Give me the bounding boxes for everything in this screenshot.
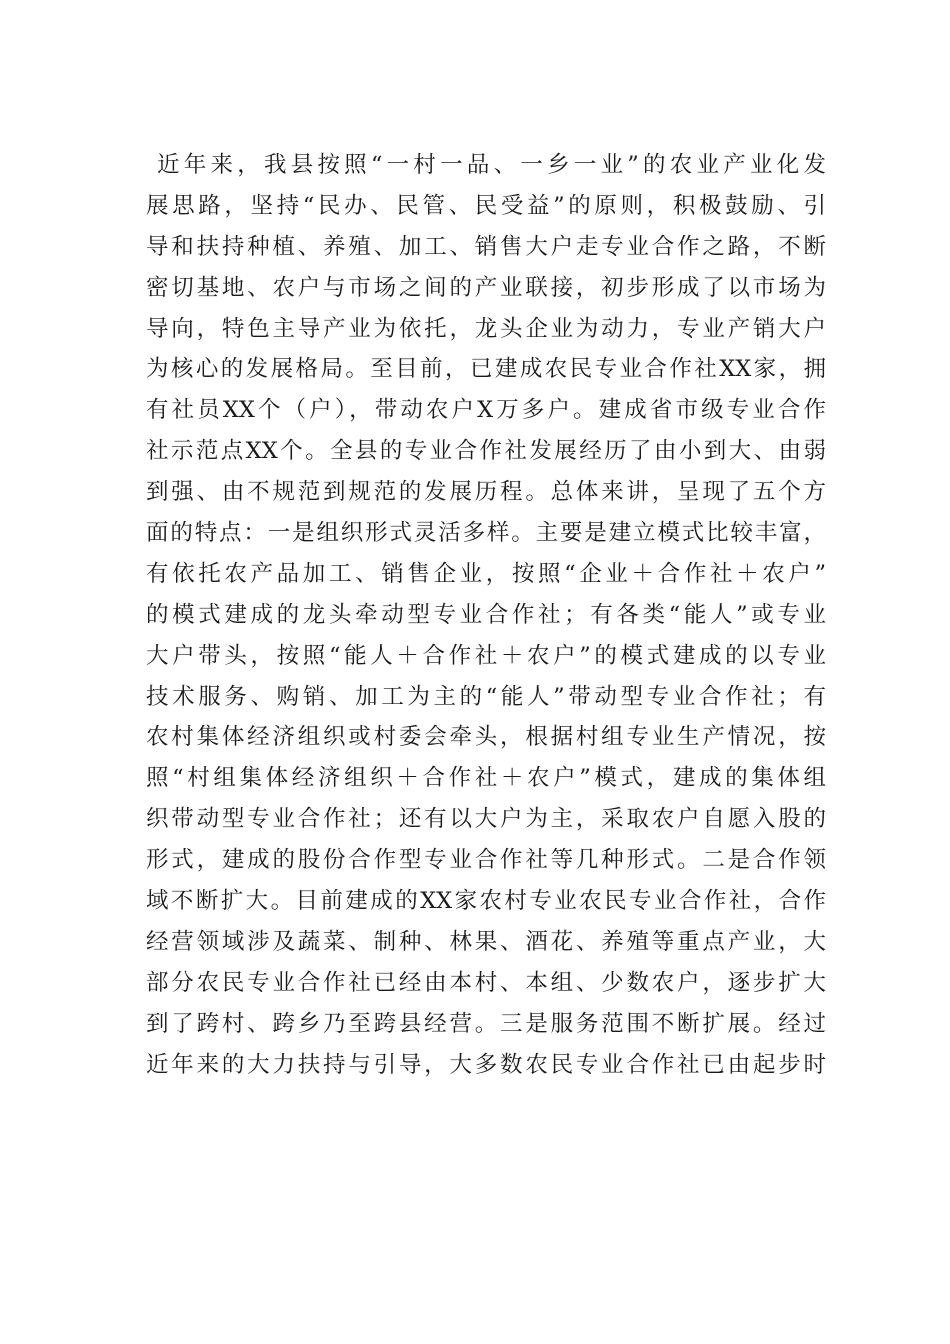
text-line: 织带动型专业合作社；还有以大户为主，采取农户自愿入股的 [146, 806, 826, 833]
text-line: 面的特点：一是组织形式灵活多样。主要是建立模式比较丰富， [146, 520, 826, 547]
text-line: 经营领域涉及蔬菜、制种、林果、酒花、养殖等重点产业，大 [146, 928, 826, 955]
text-line: 到强、由不规范到规范的发展历程。总体来讲，呈现了五个方 [146, 479, 826, 506]
text-line: 近年来的大力扶持与引导，大多数农民专业合作社已由起步时 [146, 1051, 826, 1078]
text-line: 部分农民专业合作社已经由本村、本组、少数农户，逐步扩大 [146, 969, 826, 996]
text-line: 有社员XX个（户），带动农户X万多户。建成省市级专业合作 [146, 397, 826, 424]
text-line: 形式，建成的股份合作型专业合作社等几种形式。二是合作领 [146, 847, 826, 874]
text-line: 导向，特色主导产业为依托，龙头企业为动力，专业产销大户 [146, 315, 826, 342]
text-line: 近年来，我县按照“一村一品、一乡一业”的农业产业化发 [157, 152, 826, 178]
text-line: 有依托农产品加工、销售企业，按照“企业＋合作社＋农户” [146, 560, 826, 587]
body-paragraph [146, 145, 826, 1085]
text-line: 农村集体经济组织或村委会牵头，根据村组专业生产情况，按 [146, 724, 826, 751]
text-line: 展思路，坚持“民办、民管、民受益”的原则，积极鼓励、引 [146, 192, 826, 219]
text-line: 到了跨村、跨乡乃至跨县经营。三是服务范围不断扩展。经过 [146, 1010, 826, 1037]
text-line: 社示范点XX个。全县的专业合作社发展经历了由小到大、由弱 [146, 438, 826, 465]
text-line: 的模式建成的龙头牵动型专业合作社；有各类“能人”或专业 [146, 601, 826, 628]
text-line: 大户带头，按照“能人＋合作社＋农户”的模式建成的以专业 [146, 642, 826, 669]
text-line: 为核心的发展格局。至目前，已建成农民专业合作社XX家，拥 [146, 356, 826, 383]
text-line: 导和扶持种植、养殖、加工、销售大户走专业合作之路，不断 [146, 233, 826, 260]
text-line: 密切基地、农户与市场之间的产业联接，初步形成了以市场为 [146, 274, 826, 301]
text-line: 域不断扩大。目前建成的XX家农村专业农民专业合作社，合作 [146, 888, 826, 915]
text-line: 技术服务、购销、加工为主的“能人”带动型专业合作社；有 [146, 683, 826, 710]
text-line: 照“村组集体经济组织＋合作社＋农户”模式，建成的集体组 [146, 765, 826, 792]
